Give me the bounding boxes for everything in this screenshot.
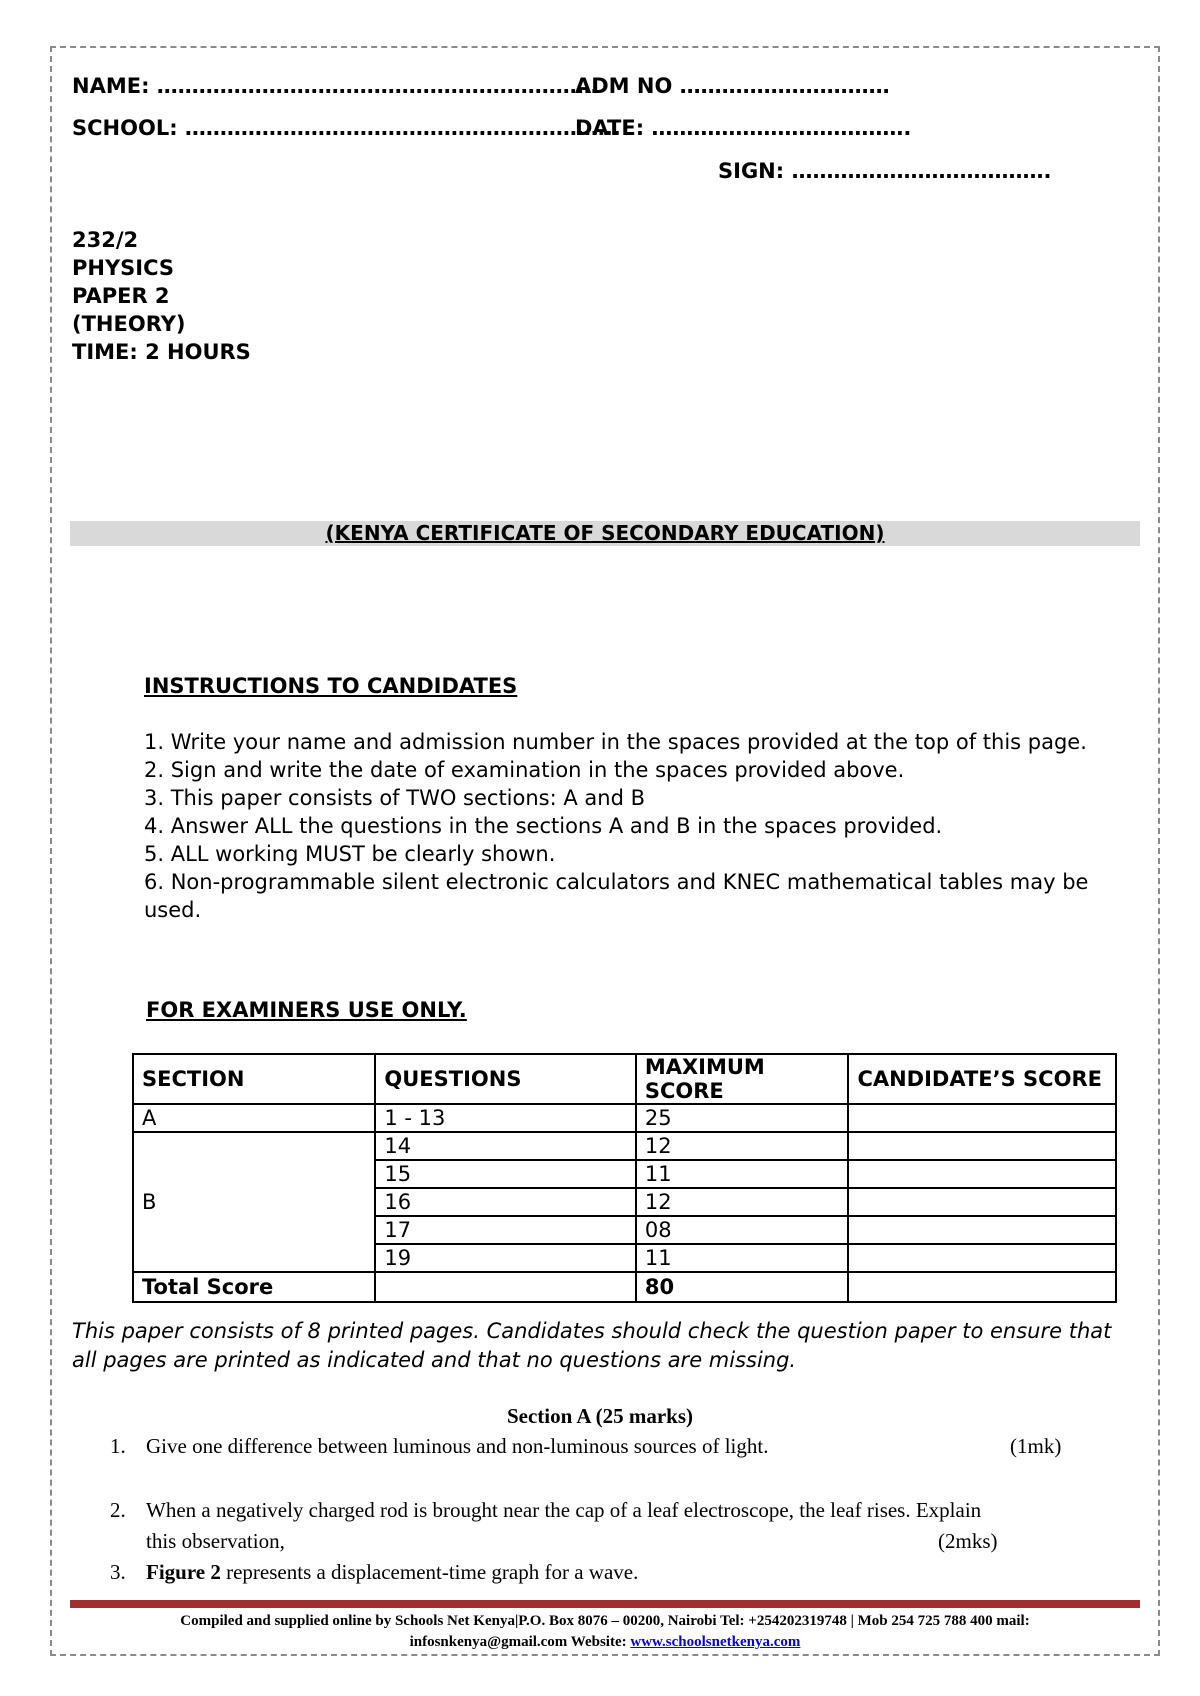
paper-code: 232/2	[72, 228, 139, 252]
score-table	[132, 1053, 1117, 1303]
question-marks: (2mks)	[938, 1529, 998, 1553]
question-text	[146, 1557, 638, 1588]
header-max-score: MAXIMUM SCORE	[636, 1054, 849, 1104]
header-candidate-score: CANDIDATE’S SCORE	[848, 1054, 1116, 1104]
header-section: SECTION	[133, 1054, 375, 1104]
instruction-item: 2. Sign and write the date of examination in the spaces provided above.	[144, 758, 905, 782]
instruction-item: 6. Non-programmable silent electronic calculators and KNEC mathematical tables may be used.	[144, 870, 1089, 922]
kcse-banner-text: (KENYA CERTIFICATE OF SECONDARY EDUCATION)	[325, 521, 885, 545]
adm-no-field: ADM NO …………………………	[575, 74, 890, 98]
candidate-score-cell[interactable]	[848, 1104, 1116, 1132]
school-field: SCHOOL: ……………………………………………………..	[72, 116, 621, 140]
instructions-title: INSTRUCTIONS TO CANDIDATES	[144, 674, 518, 698]
footer-bar	[70, 1600, 1140, 1608]
max-score-cell: 12	[636, 1188, 849, 1216]
footer-email: infosnkenya@gmail.com Website:	[409, 1634, 631, 1650]
examiners-title: FOR EXAMINERS USE ONLY.	[146, 998, 467, 1022]
question-number: 3.	[110, 1560, 126, 1584]
sign-field: SIGN: ……………………………….	[718, 159, 1052, 183]
total-label: Total Score	[133, 1272, 375, 1302]
header-questions: QUESTIONS	[375, 1054, 635, 1104]
website-link[interactable]: www.schoolsnetkenya.com	[630, 1634, 801, 1650]
figure-reference: Figure 2	[146, 1560, 221, 1584]
total-candidate-score-cell[interactable]	[848, 1272, 1116, 1302]
section-cell: B	[133, 1132, 375, 1272]
question-2	[110, 1495, 1140, 1557]
question-text-continued: this observation,	[146, 1529, 285, 1553]
questions-cell: 15	[375, 1160, 635, 1188]
instruction-item: 4. Answer ALL the questions in the sections A and B in the spaces provided.	[144, 814, 943, 838]
max-score-cell: 25	[636, 1104, 849, 1132]
paper-time: TIME: 2 HOURS	[72, 340, 251, 364]
footer-line-2	[70, 1632, 1140, 1653]
section-a-title: Section A (25 marks)	[506, 1404, 694, 1428]
table-total-row	[133, 1272, 1116, 1302]
question-text-rest: represents a displacement-time graph for a wave.	[220, 1560, 639, 1584]
footer-line-1: Compiled and supplied online by Schools Net Kenya|P.O. Box 8076 – 00200, Nairobi Tel: +254202319748 | Mob 254 725 788 400 mail:	[180, 1613, 1030, 1629]
question-marks: (1mk)	[1010, 1434, 1062, 1458]
question-text: Give one difference between luminous and non-luminous sources of light.	[146, 1434, 769, 1458]
candidate-score-cell[interactable]	[848, 1244, 1116, 1272]
question-number: 2.	[110, 1498, 126, 1522]
table-row	[133, 1104, 1116, 1132]
footer	[70, 1611, 1140, 1653]
paper-info	[72, 226, 251, 366]
total-max-score: 80	[636, 1272, 849, 1302]
max-score-cell: 12	[636, 1132, 849, 1160]
max-score-cell: 11	[636, 1160, 849, 1188]
questions-cell: 17	[375, 1216, 635, 1244]
table-header-row	[133, 1054, 1116, 1104]
date-field: DATE: ……………………………….	[575, 116, 912, 140]
table-row	[133, 1132, 1116, 1160]
question-3	[110, 1557, 1140, 1588]
max-score-cell: 08	[636, 1216, 849, 1244]
questions-cell: 19	[375, 1244, 635, 1272]
candidate-score-cell[interactable]	[848, 1132, 1116, 1160]
paper-type: (THEORY)	[72, 312, 186, 336]
instruction-item: 3. This paper consists of TWO sections: A and B	[144, 786, 645, 810]
candidate-score-cell[interactable]	[848, 1160, 1116, 1188]
question-number: 1.	[110, 1434, 126, 1458]
questions-cell: 1 - 13	[375, 1104, 635, 1132]
max-score-cell: 11	[636, 1244, 849, 1272]
instruction-item: 5. ALL working MUST be clearly shown.	[144, 842, 556, 866]
question-1	[110, 1431, 1140, 1462]
section-cell: A	[133, 1104, 375, 1132]
name-field: NAME: ………………………………………………………	[72, 74, 598, 98]
instructions-list	[144, 728, 1104, 924]
candidate-score-cell[interactable]	[848, 1216, 1116, 1244]
questions-cell: 14	[375, 1132, 635, 1160]
candidate-score-cell[interactable]	[848, 1188, 1116, 1216]
pages-note: This paper consists of 8 printed pages. Candidates should check the question paper to ensure that all pages are printed as indicated and that no questions are missing.	[72, 1319, 1112, 1372]
total-questions-cell	[375, 1272, 635, 1302]
questions-cell: 16	[375, 1188, 635, 1216]
paper-subject: PHYSICS	[72, 256, 175, 280]
paper-number: PAPER 2	[72, 284, 170, 308]
question-text: When a negatively charged rod is brought near the cap of a leaf electroscope, the leaf rises. Explain	[146, 1498, 982, 1522]
instruction-item: 1. Write your name and admission number in the spaces provided at the top of this page.	[144, 730, 1087, 754]
kcse-banner	[70, 521, 1140, 546]
